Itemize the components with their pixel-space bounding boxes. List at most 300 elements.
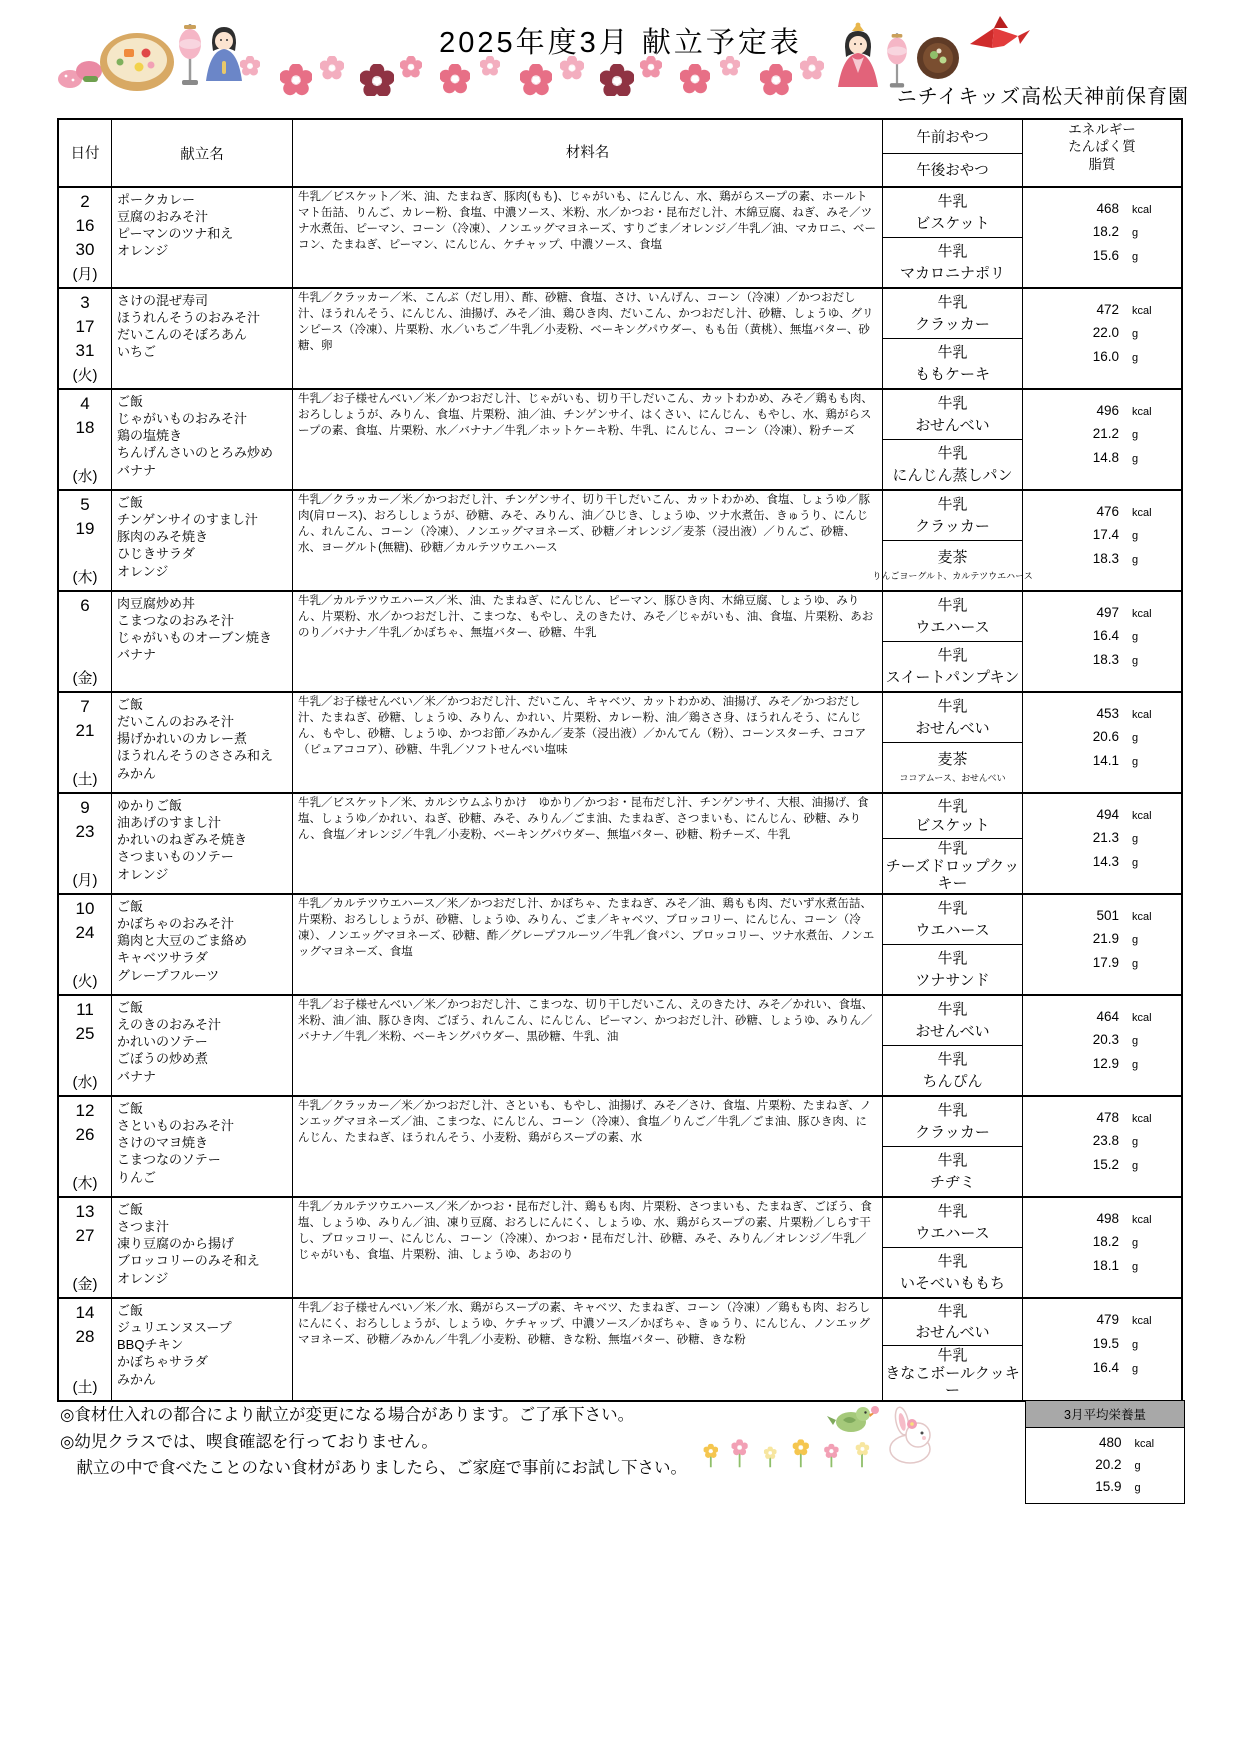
weekday-label: (月): [72, 266, 98, 283]
menu-item: チンゲンサイのすまし汁: [117, 512, 258, 528]
header-snacks: [883, 120, 1023, 186]
snack-drink: 麦茶: [937, 750, 968, 768]
morning-snack: [883, 693, 1022, 743]
header-energy: エネルギー: [1068, 121, 1136, 137]
nutrition-unit: g: [1132, 1058, 1139, 1071]
nutrition-energy: [1031, 807, 1173, 822]
menu-cell: [112, 895, 293, 994]
header-protein: たんぱく質: [1068, 139, 1136, 155]
nutrition-value: 21.3: [1092, 830, 1120, 845]
snack-note: りんごヨーグルト、カルテツウエハース: [872, 571, 1033, 582]
nutrition-unit: kcal: [1132, 1112, 1152, 1125]
table-row: [59, 289, 1181, 390]
menu-item: バナナ: [117, 647, 157, 663]
snack-drink: 牛乳: [937, 1347, 968, 1365]
ingredients-cell: 牛乳／お子様せんべい／米／水、鶏がらスープの素、キャベツ、たまねぎ、コーン（冷凍）／鶏もも肉、おろしにんにく、おろししょうが、しょうゆ、ケチャップ、中濃ソース／かぼちゃ、きゅうり、にんじん、ノンエッグマヨネーズ、砂糖／みかん／牛乳／小麦粉、砂糖、きな粉、無塩バター、砂糖、きな粉: [293, 1299, 883, 1400]
nutrition-unit: g: [1132, 1035, 1139, 1047]
table-row: [59, 1198, 1181, 1299]
header-afternoon-snack: 午後おやつ: [916, 163, 989, 180]
nutrition-cell: [1023, 895, 1181, 994]
snack-drink: 牛乳: [937, 193, 968, 211]
menu-item: かぼちゃサラダ: [117, 1354, 208, 1370]
nutrition-cell: [1023, 996, 1181, 1095]
flower-row-icon: [700, 1436, 880, 1468]
snack-drink: 麦茶: [937, 548, 968, 566]
snack-item: ちんぴん: [922, 1072, 983, 1090]
nutrition-unit: g: [1132, 429, 1139, 441]
weekday-label: (火): [72, 973, 98, 990]
nutrition-fat: [1031, 1258, 1173, 1273]
average-fat-value: 15.9: [1095, 1479, 1122, 1494]
menu-item: ご飯: [117, 1303, 144, 1318]
date-number: 21: [75, 720, 95, 740]
nutrition-protein: [1031, 729, 1173, 744]
menu-item: じゃがいものおみそ汁: [117, 411, 248, 427]
average-protein: [1026, 1450, 1184, 1472]
nutrition-value: 21.2: [1092, 426, 1120, 441]
nutrition-protein: [1031, 426, 1173, 441]
date-number: 31: [75, 340, 95, 360]
nutrition-unit: g: [1132, 856, 1139, 869]
nutrition-value: 497: [1096, 604, 1120, 620]
nutrition-unit: g: [1132, 631, 1139, 643]
nutrition-value: 496: [1096, 402, 1120, 418]
table-row: [59, 491, 1181, 592]
nutrition-value: 18.3: [1092, 651, 1120, 667]
menu-item: バナナ: [117, 462, 157, 478]
note-line: ◎幼児クラスでは、喫食確認を行っておりません。: [60, 1432, 438, 1451]
afternoon-snack: [883, 642, 1022, 691]
menu-item: ご飯: [117, 697, 144, 712]
nutrition-energy: [1031, 504, 1173, 519]
monthly-average-box: [1025, 1400, 1185, 1504]
snack-drink: 牛乳: [937, 1203, 968, 1221]
bird-icon: [822, 1398, 880, 1438]
nutrition-fat: [1031, 1157, 1173, 1172]
afternoon-snack: [883, 1046, 1022, 1095]
snack-drink: 牛乳: [937, 1253, 968, 1271]
menu-item: オレンジ: [117, 1270, 169, 1286]
snack-item: クラッカー: [915, 1123, 990, 1141]
date-number: 3: [80, 293, 90, 312]
morning-snack: [883, 390, 1022, 440]
menu-item: こまつなのソテー: [117, 1152, 221, 1168]
snack-note: ココアムース、おせんべい: [899, 773, 1006, 784]
morning-snack: [883, 188, 1022, 238]
date-number: 4: [80, 394, 90, 413]
menu-item: さけの混ぜ寿司: [117, 293, 209, 308]
nutrition-value: 18.1: [1092, 1257, 1120, 1273]
snack-item: きなこボールクッキー: [885, 1364, 1020, 1399]
nutrition-protein: [1031, 1234, 1173, 1249]
nutrition-unit: g: [1132, 530, 1139, 542]
snack-item: クラッカー: [915, 517, 990, 535]
menu-item: えのきのおみそ汁: [117, 1017, 222, 1033]
header-nutrition: [1023, 120, 1181, 186]
menu-item: かれいのソテー: [117, 1034, 208, 1050]
date-number: 14: [75, 1303, 95, 1322]
nutrition-fat: [1031, 955, 1173, 970]
menu-item: さといものおみそ汁: [117, 1118, 235, 1134]
menu-item: ご飯: [117, 495, 144, 510]
nutrition-unit: kcal: [1132, 506, 1152, 519]
header-fat: 脂質: [1088, 156, 1116, 172]
menu-item: だいこんのそぼろあん: [117, 327, 248, 343]
morning-snack: [883, 592, 1022, 642]
nutrition-energy: [1031, 1211, 1173, 1226]
snack-cell: [872, 491, 1033, 590]
menu-cell: [112, 1198, 293, 1297]
header-morning-snack: 午前おやつ: [883, 120, 1022, 154]
date-cell: [59, 592, 112, 691]
nutrition-value: 479: [1096, 1312, 1120, 1327]
nutrition-energy: [1031, 201, 1173, 216]
date-cell: [59, 1198, 112, 1297]
nutrition-unit: g: [1132, 1260, 1139, 1273]
menu-item: オレンジ: [117, 866, 169, 882]
menu-item: だいこんのおみそ汁: [117, 714, 235, 730]
nutrition-unit: g: [1132, 654, 1139, 667]
date-cell: [59, 188, 112, 287]
snack-item: ビスケット: [915, 817, 990, 835]
nutrition-energy: [1031, 1312, 1173, 1327]
average-energy: [1026, 1428, 1184, 1450]
nutrition-energy: [1031, 1009, 1173, 1024]
nutrition-value: 15.2: [1092, 1156, 1120, 1172]
date-cell: [59, 895, 112, 994]
snack-item: ウエハース: [915, 618, 990, 636]
snack-cell: [883, 794, 1023, 893]
nutrition-cell: [1023, 794, 1181, 893]
weekday-label: (金): [72, 1276, 98, 1293]
date-number: 27: [75, 1225, 95, 1245]
table-row: [59, 1097, 1181, 1198]
nutrition-value: 472: [1096, 301, 1120, 317]
date-cell: [59, 794, 112, 893]
nutrition-unit: kcal: [1132, 1315, 1152, 1327]
nutrition-cell: [1023, 592, 1181, 691]
date-number: 5: [80, 495, 90, 514]
morning-snack: [883, 1198, 1022, 1248]
nutrition-unit: g: [1132, 1363, 1139, 1375]
nutrition-value: 17.4: [1092, 527, 1120, 542]
snack-item: チーズドロップクッキー: [885, 857, 1020, 892]
date-number: 11: [76, 1000, 94, 1019]
nutrition-value: 18.2: [1092, 1234, 1120, 1249]
nutrition-value: 16.0: [1092, 348, 1120, 364]
snack-item: おせんべい: [915, 719, 990, 737]
nutrition-fat: [1031, 349, 1173, 364]
weekday-label: (月): [72, 872, 98, 889]
morning-snack: [883, 1097, 1022, 1147]
date-number: 17: [75, 316, 95, 336]
nutrition-value: 14.8: [1092, 449, 1120, 465]
snack-item: にんじん蒸しパン: [892, 466, 1013, 484]
morning-snack: [883, 794, 1022, 839]
table-row: [59, 1299, 1181, 1400]
menu-cell: [112, 996, 293, 1095]
ingredients-cell: 牛乳／クラッカー／米、こんぶ（だし用）、酢、砂糖、食塩、さけ、いんげん、コーン（冷凍）／かつおだし汁、ほうれんそう、にんじん、油揚げ、みそ／油、鶏ひき肉、だいこん、かつおだし汁、砂糖、しょうゆ、グリンピース（冷凍）、片栗粉、水／いちご／牛乳／小麦粉、ベーキングパウダー、もも缶（黄桃）、無塩バター、砂糖、卵: [293, 289, 883, 388]
weekday-label: (金): [72, 670, 98, 687]
morning-snack: [883, 289, 1022, 339]
menu-item: みかん: [117, 765, 157, 781]
morning-snack: [883, 895, 1022, 945]
menu-table: [57, 118, 1183, 1402]
menu-item: ジュリエンヌスープ: [117, 1320, 232, 1336]
table-header-row: [59, 120, 1181, 188]
menu-item: 凍り豆腐のから揚げ: [117, 1236, 235, 1252]
school-name: ニチイキッズ高松天神前保育園: [896, 86, 1189, 108]
nutrition-unit: g: [1132, 1237, 1139, 1249]
snack-cell: [883, 289, 1023, 388]
ingredients-cell: 牛乳／ビスケット／米、カルシウムふりかけ ゆかり／かつお・昆布だし汁、チンゲンサイ、大根、油揚げ、食塩、しょうゆ／かれい、ねぎ、砂糖、みそ、みりん／ごま油、たまねぎ、さつまいも、にんじん、砂糖、みりん、食塩／オレンジ／牛乳／小麦粉、ベーキングパウダー、無塩バター、砂糖、粉チーズ、牛乳: [293, 794, 883, 893]
ingredients-cell: 牛乳／カルテツウエハース／米／かつおだし汁、かぼちゃ、たまねぎ、みそ／油、鶏もも肉、だいず水煮缶詰、片栗粉、おろししょうが、砂糖、しょうゆ、みりん、ごま／キャベツ、ブロッコリー、にんじん、コーン（冷凍）、ノンエッグマヨネーズ、砂糖、酢／グレープフルーツ／牛乳／食パン、ブロッコリー、ツナ水煮缶、ノンエッグマヨネーズ、食塩: [293, 895, 883, 994]
menu-cell: [112, 592, 293, 691]
page-title: 2025年度3月 献立予定表: [439, 27, 802, 59]
snack-drink: 牛乳: [937, 950, 968, 968]
nutrition-unit: kcal: [1132, 405, 1152, 418]
menu-cell: [112, 289, 293, 388]
nutrition-unit: kcal: [1132, 708, 1152, 721]
menu-cell: [112, 693, 293, 792]
snack-item: ウエハース: [915, 1224, 990, 1242]
monthly-average-title: 3月平均栄養量: [1026, 1401, 1184, 1428]
menu-item: 肉豆腐炒め丼: [117, 596, 196, 611]
average-energy-value: 480: [1099, 1435, 1122, 1450]
nutrition-protein: [1031, 628, 1173, 643]
weekday-label: (土): [72, 1379, 98, 1396]
snack-cell: [883, 1198, 1023, 1297]
nutrition-fat: [1031, 551, 1173, 566]
menu-item: かぼちゃのおみそ汁: [117, 916, 235, 932]
nutrition-unit: g: [1132, 732, 1139, 744]
snack-item: ウエハース: [915, 921, 990, 939]
afternoon-snack: [883, 1248, 1022, 1297]
date-number: 26: [75, 1124, 95, 1144]
date-cell: [59, 693, 112, 792]
snack-drink: 牛乳: [937, 395, 968, 413]
nutrition-value: 18.2: [1092, 224, 1120, 239]
average-protein-unit: g: [1134, 1460, 1141, 1472]
nutrition-cell: [1023, 390, 1181, 489]
weekday-label: (水): [72, 1074, 98, 1091]
snack-item: おせんべい: [915, 1323, 990, 1341]
table-row: [59, 693, 1181, 794]
afternoon-snack: [883, 945, 1022, 994]
menu-item: ごぼうの炒め煮: [117, 1051, 209, 1067]
nutrition-value: 453: [1096, 705, 1120, 721]
menu-item: ご飯: [117, 1101, 144, 1116]
nutrition-value: 20.6: [1092, 729, 1120, 744]
menu-item: さつま汁: [117, 1219, 170, 1235]
snack-item: スイートパンプキン: [885, 668, 1020, 686]
nutrition-unit: kcal: [1132, 304, 1152, 317]
date-number: 6: [80, 596, 90, 615]
snack-drink: 牛乳: [937, 1001, 968, 1019]
snack-item: いそべいももち: [899, 1274, 1005, 1292]
rabbit-icon: [878, 1404, 942, 1466]
snack-cell: [883, 996, 1023, 1095]
nutrition-unit: g: [1132, 351, 1139, 364]
table-row: [59, 996, 1181, 1097]
menu-item: いちご: [117, 344, 157, 360]
menu-item: ゆかりご飯: [117, 798, 183, 813]
menu-item: かれいのねぎみそ焼き: [117, 832, 248, 848]
nutrition-unit: kcal: [1132, 607, 1152, 620]
snack-drink: 牛乳: [937, 597, 968, 615]
nutrition-protein: [1031, 325, 1173, 340]
nutrition-unit: kcal: [1132, 809, 1152, 822]
nutrition-unit: kcal: [1132, 1011, 1152, 1024]
nutrition-value: 476: [1096, 503, 1120, 519]
date-number: 12: [75, 1101, 95, 1120]
snack-item: マカロニナポリ: [899, 264, 1005, 282]
snack-drink: 牛乳: [937, 294, 968, 312]
morning-snack: [883, 996, 1022, 1046]
menu-item: りんご: [117, 1169, 157, 1185]
snack-cell: [883, 693, 1023, 792]
snack-cell: [883, 1097, 1023, 1196]
snack-cell: [883, 1299, 1023, 1400]
snack-cell: [883, 895, 1023, 994]
date-number: 25: [75, 1023, 95, 1043]
menu-item: BBQチキン: [117, 1337, 184, 1353]
morning-snack: [883, 491, 1022, 541]
header-ingredients: 材料名: [293, 120, 883, 186]
menu-item: ご飯: [117, 1202, 144, 1217]
nutrition-fat: [1031, 1056, 1173, 1071]
ingredients-cell: 牛乳／お子様せんべい／米／かつおだし汁、こまつな、切り干しだいこん、えのきたけ、みそ／かれい、食塩、米粉、油／油、豚ひき肉、ごぼう、れんこん、にんじん、ピーマン、かつおだし汁、砂糖、しょうゆ、みりん／バナナ／牛乳／米粉、ベーキングパウダー、黒砂糖、牛乳、油: [293, 996, 883, 1095]
menu-item: ポークカレー: [117, 192, 196, 207]
nutrition-value: 468: [1096, 200, 1120, 216]
nutrition-value: 19.5: [1092, 1336, 1120, 1351]
afternoon-snack: [883, 1147, 1022, 1196]
menu-item: キャベツサラダ: [117, 950, 208, 966]
date-number: 19: [75, 518, 95, 538]
snack-item: おせんべい: [915, 416, 990, 434]
ingredients-cell: 牛乳／お子様せんべい／米／かつおだし汁、だいこん、キャベツ、カットわかめ、油揚げ、みそ／かつおだし汁、たまねぎ、砂糖、しょうゆ、みりん、かれい、片栗粉、カレー粉、油／鶏ささ身、ほうれんそう、にんじん、もやし、砂糖、しょうゆ、かつお節／みかん／麦茶（浸出液）／かんてん（粉）、コーンスターチ、ココア（ピュアココア）、砂糖、牛乳／ソフトせんべい塩味: [293, 693, 883, 792]
table-row: [59, 794, 1181, 895]
snack-item: おせんべい: [915, 1022, 990, 1040]
date-number: 30: [75, 239, 95, 259]
nutrition-fat: [1031, 854, 1173, 869]
date-cell: [59, 996, 112, 1095]
nutrition-value: 498: [1096, 1210, 1120, 1226]
date-number: 2: [80, 192, 90, 211]
menu-item: ご飯: [117, 899, 144, 914]
nutrition-unit: kcal: [1132, 203, 1152, 216]
nutrition-protein: [1031, 830, 1173, 845]
nutrition-protein: [1031, 931, 1173, 946]
afternoon-snack: [883, 1346, 1022, 1400]
menu-item: ひじきサラダ: [117, 546, 195, 562]
ingredients-cell: 牛乳／カルテツウエハース／米、油、たまねぎ、にんじん、ピーマン、豚ひき肉、木綿豆腐、しょうゆ、みりん、片栗粉、水／かつおだし汁、こまつな、もやし、えのきたけ、みそ／じゃがいも、油、食塩、片栗粉、あおのり／バナナ／牛乳／かぼちゃ、無塩バター、砂糖、牛乳: [293, 592, 883, 691]
nutrition-value: 15.6: [1092, 247, 1120, 263]
menu-table-body: [59, 188, 1181, 1400]
menu-item: ピーマンのツナ和え: [117, 226, 234, 242]
menu-cell: [112, 1299, 293, 1400]
snack-drink: 牛乳: [937, 1102, 968, 1120]
menu-item: さつまいものソテー: [117, 849, 234, 865]
nutrition-cell: [1023, 693, 1181, 792]
snack-drink: 牛乳: [937, 1152, 968, 1170]
menu-item: オレンジ: [117, 243, 169, 259]
nutrition-unit: g: [1132, 328, 1139, 340]
nutrition-energy: [1031, 908, 1173, 923]
afternoon-snack: [883, 440, 1022, 489]
nutrition-protein: [1031, 1032, 1173, 1047]
menu-item: ご飯: [117, 394, 144, 409]
snack-item: チヂミ: [929, 1173, 975, 1191]
note-line: ◎食材仕入れの都合により献立が変更になる場合があります。ご了承下さい。: [60, 1406, 635, 1424]
nutrition-unit: g: [1132, 250, 1139, 263]
table-row: [59, 592, 1181, 693]
header-menu: 献立名: [112, 120, 293, 186]
nutrition-value: 12.9: [1092, 1055, 1120, 1071]
snack-item: ビスケット: [915, 214, 990, 232]
table-row: [59, 188, 1181, 289]
nutrition-unit: kcal: [1132, 1213, 1152, 1226]
date-cell: [59, 1097, 112, 1196]
menu-item: こまつなのおみそ汁: [117, 613, 235, 629]
snack-drink: 牛乳: [937, 900, 968, 918]
nutrition-value: 14.3: [1092, 853, 1120, 869]
menu-item: さけのマヨ焼き: [117, 1135, 209, 1151]
date-number: 28: [75, 1326, 95, 1346]
weekday-label: (木): [72, 569, 98, 586]
nutrition-cell: [1023, 1198, 1181, 1297]
date-number: 10: [75, 899, 95, 918]
nutrition-protein: [1031, 224, 1173, 239]
snack-item: ももケーキ: [914, 365, 990, 383]
nutrition-fat: [1031, 652, 1173, 667]
nutrition-unit: g: [1132, 1136, 1139, 1148]
weekday-label: (水): [72, 468, 98, 485]
weekday-label: (土): [72, 771, 98, 788]
date-number: 9: [80, 798, 90, 817]
menu-item: みかん: [117, 1371, 157, 1387]
nutrition-fat: [1031, 450, 1173, 465]
snack-drink: 牛乳: [937, 243, 968, 261]
nutrition-value: 21.9: [1092, 931, 1120, 946]
average-protein-value: 20.2: [1095, 1457, 1122, 1472]
menu-cell: [112, 1097, 293, 1196]
nutrition-unit: g: [1132, 227, 1139, 239]
nutrition-value: 501: [1096, 907, 1120, 923]
note-line: 献立の中で食べたことのない食材がありましたら、ご家庭で事前にお試し下さい。: [60, 1459, 687, 1478]
nutrition-value: 464: [1096, 1008, 1120, 1024]
snack-drink: 牛乳: [937, 698, 968, 716]
date-number: 18: [75, 417, 95, 437]
date-number: 7: [80, 697, 90, 716]
weekday-label: (火): [72, 367, 98, 384]
snack-drink: 牛乳: [937, 445, 968, 463]
menu-item: オレンジ: [117, 563, 169, 579]
snack-cell: [883, 592, 1023, 691]
nutrition-fat: [1031, 248, 1173, 263]
average-fat-unit: g: [1134, 1482, 1141, 1494]
nutrition-energy: [1031, 706, 1173, 721]
snack-item: ツナサンド: [915, 971, 990, 989]
menu-cell: [112, 188, 293, 287]
snack-item: クラッカー: [915, 315, 990, 333]
date-number: 16: [75, 215, 95, 235]
nutrition-value: 17.9: [1092, 954, 1120, 970]
menu-item: ほうれんそうのささみ和え: [117, 748, 274, 764]
snack-cell: [883, 390, 1023, 489]
nutrition-protein: [1031, 1133, 1173, 1148]
nutrition-cell: [1023, 289, 1181, 388]
